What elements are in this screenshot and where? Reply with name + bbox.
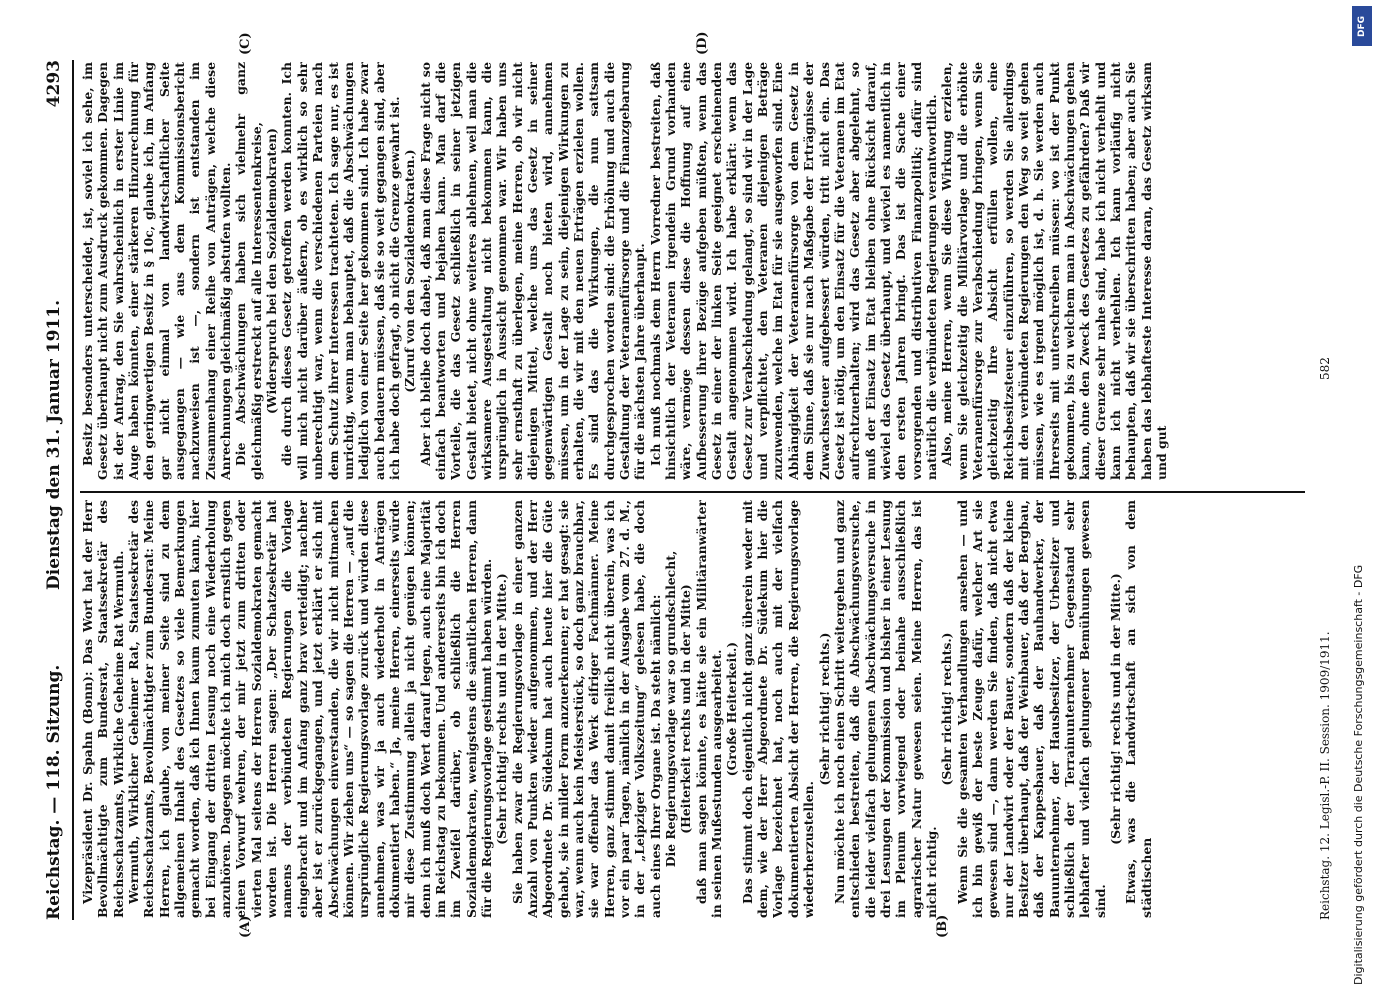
paragraph: daß man sagen könnte, es hätte sie ein Militäranwärter in seinen Mußestunden ausgearbeitet.: [693, 500, 725, 918]
footer-left: Reichstag. 12. Legisl.-P. II. Session. 1909/1911.: [1318, 631, 1332, 920]
page-number: 4293: [44, 60, 64, 108]
dfg-logo: DFG: [1352, 6, 1372, 46]
paragraph: Wenn Sie die gesamten Verhandlungen ansehen — und ich bin gewiß der beste Zeuge dafür, welcher Art sie gewesen sind —, dann werden Sie finden, daß nicht etwa nur der Landwirt oder der Bauer, sondern daß der kleine Besitzer überhaupt, daß der Weinbauer, daß der Bergbau, daß der Kappesbauer, daß der Bauhandwerker, der Bauunternehmer, der Hausbesitzer, der Urbesitzer und schließlich der Terrainunternehmer Gegenstand sehr lebhafter und vielfach gelungener Bemühungen gewesen sind.: [954, 500, 1108, 918]
interjection: (Sehr richtig! rechts.): [939, 632, 955, 786]
interjection: (Heiterkeit rechts und in der Mitte): [678, 584, 694, 834]
interjection: (Zuruf von den Sozialdemokraten.): [402, 149, 418, 393]
interjection: (Widerspruch bei den Sozialdemokraten): [264, 127, 280, 415]
digitization-note: Digitalisierung gefördert durch die Deutsche Forschungsgemeinschaft - DFG: [1352, 564, 1365, 985]
margin-mark-b: (B): [935, 914, 950, 938]
paragraph: Sie haben zwar die Regierungsvorlage in einer ganzen Anzahl von Punkten wieder aufgenommen, und der Herr Abgeordnete Dr. Südekum hat auch heute hier die Güte gehabt, sie in milder Form anzuerkennen; er hat gesagt: sie war, wenn auch kein Meisterstück, so doch ganz brauchbar, sie war offenbar das Werk eifriger Fachmänner. Meine Herren, ganz stimmt damit freilich nicht überein, was ich vor ein paar Tagen, nämlich in der Ausgabe vom 27. d. M., in der „Leipziger Volkszeitung“ gelesen habe, die doch auch eines Ihrer Organe ist. Da steht nämlich:: [509, 500, 663, 918]
side-note-strip: [1349, 0, 1375, 1000]
interjection: (Sehr richtig! rechts und in der Mitte.): [1108, 573, 1124, 845]
margin-mark-c: (C): [238, 32, 253, 55]
header-left: Reichstag. — 118. Sitzung.: [44, 664, 64, 920]
left-column: [80, 500, 1300, 918]
margin-mark-a: (A): [238, 915, 253, 938]
margin-mark-d: (D): [695, 31, 710, 55]
paragraph: Vizepräsident Dr. Spahn (Bonn): Das Wort hat der Herr Bevollmächtigte zum Bundesrat, Staatssekretär des Reichsschatzamts, Wirkliche Geheime Rat Wermuth.: [80, 500, 126, 918]
interjection: (Sehr richtig! rechts.): [816, 632, 832, 786]
page-header: [44, 60, 68, 920]
header-rule: [72, 60, 74, 920]
paragraph: Ich muß nochmals dem Herrn Vorredner bestreiten, daß hinsichtlich der Veteranen irgendein Grund vorhanden wäre, vermöge dessen diese die Hoffnung auf eine Aufbesserung ihrer Bezüge aufgeben müßten, wenn das Gesetz in einer der linken Seite geeignet erscheinenden Gestalt angenommen wird. Ich habe erklärt: wenn das Gesetz zur Verabschiedung gelangt, so sind wir in der Lage und verpflichtet, den Veteranen diejenigen Beträge zuzuwenden, welche im Etat für sie ausgeworfen sind. Eine Abhängigkeit der Veteranenfürsorge von dem Gesetz in dem Sinne, daß sie nur nach Maßgabe der Erträgnisse der Zuwachssteuer aufgebessert würden, tritt nicht ein. Das Gesetz ist nötig, um den Einsatz für die Veteranen im Etat aufrechtzuerhalten; wird das Gesetz aber abgelehnt, so muß der Einsatz im Etat bleiben ohne Rücksicht darauf, wieviel das Gesetz überhaupt, und wieviel es namentlich in den ersten Jahren bringt. Das ist die Sache einer vorsorgenden und distributiven Finanzpolitik; dafür sind natürlich die verbündeten Regierungen verantwortlich.: [647, 62, 939, 480]
paragraph: die durch dieses Gesetz getroffen werden konnten. Ich will mich nicht darüber äußern, ob es wirklich so sehr unberechtigt war, wenn die verschiedenen Parteien nach dem Schutz ihrer Interessen trachteten. Ich sage nur, es ist unrichtig, wenn man behauptet, daß die Abschwächungen lediglich von einer Seite her gekommen sind. Ich habe zwar auch bedauern müssen, daß sie so weit gegangen sind, aber ich habe doch gefragt, ob nicht die Grenze gewahrt ist.: [279, 62, 402, 480]
right-column: [80, 62, 1300, 480]
paragraph: Besitz besonders unterscheidet, ist, soviel ich sehe, im Gesetz überhaupt nicht zum Ausdruck gekommen. Dagegen ist der Antrag, den Sie wahrscheinlich in erster Linie im Auge haben könnten, einer stärkeren Hinzurechnung für den geringwertigen Besitz in § 10c, glaube ich, im Anfang gar nicht einmal von landwirtschaftlicher Seite ausgegangen — wie aus dem Kommissionsbericht nachzuweisen ist —, sondern ist entstanden im Zusammenhang einer Reihe von Anträgen, welche diese Anrechnungen gleichmäßig abstufen wollten.: [80, 62, 234, 480]
paragraph: Also, meine Herren, wenn Sie diese Wirkung erzielen, wenn Sie gleichzeitig die Militärvorlage und die erhöhte Veteranenfürsorge zur Verabschiedung bringen, wenn Sie gleichzeitig Ihre Absicht erfüllen wollen, eine Reichsbesitzsteuer einzuführen, so werden Sie allerdings mit den verbündeten Regierungen den Weg so weit gehen müssen, wie es irgend möglich ist, d. h. Sie werden auch Ihrerseits mit unterschreiben müssen: wo ist der Punkt gekommen, bis zu welchem man in Abschwächungen gehen kann, ohne den Zweck des Gesetzes zu gefährden? Daß wir dieser Grenze sehr nahe sind, habe ich nicht verhehlt und kann ich nicht verhehlen. Ich kann vorläufig nicht behaupten, daß wir sie überschritten haben; aber auch Sie haben das lebhafteste Interesse daran, das Gesetz wirksam und gut: [939, 62, 1170, 480]
interjection: (Sehr richtig! rechts und in der Mitte.): [494, 573, 510, 845]
sheet-number: 582: [1318, 357, 1332, 380]
paragraph: Aber ich bleibe doch dabei, daß man diese Frage nicht so einfach beantworten und bejahen kann. Man darf die Vorteile, die das Gesetz schließlich in seiner jetzigen Gestalt bietet, nicht ohne weiteres ablehnen, weil man die wirksamere Ausgestaltung nicht bekommen kann, die ursprünglich in Aussicht genommen war. Wir haben uns sehr ernsthaft zu überlegen, meine Herren, ob wir nicht diejenigen Mittel, welche uns das Gesetz in seiner gegenwärtigen Gestalt noch bieten wird, annehmen müssen, um in der Lage zu sein, diejenigen Wirkungen zu erhalten, die wir mit den neuen Erträgen erzielen wollen. Es sind das die Wirkungen, die nun sattsam durchgesprochen worden sind: die Erhöhung und auch die Gestaltung der Veteranenfürsorge und die Finanzgebarung für die nächsten Jahre überhaupt.: [417, 62, 648, 480]
paragraph: Wermuth, Wirklicher Geheimer Rat, Staatssekretär des Reichsschatzamts, Bevollmächtigter zum Bundesrat: Meine Herren, ich glaube, von meiner Seite sind zu dem allgemeinen Inhalt des Gesetzes so viele Bemerkungen gemacht worden, daß ich Ihnen kaum zumuten kann, hier bei Eingang der dritten Lesung noch eine Wiederholung anzuhören. Dagegen möchte ich mich doch ernstlich gegen einen Vorwurf wehren, der mir jetzt zum dritten oder vierten Mal seitens der Herren Sozialdemokraten gemacht worden ist. Die Herren sagen: „Der Schatzsekretär hat namens der verbündeten Regierungen die Vorlage eingebracht und im Anfang ganz brav verteidigt; nachher aber ist er zurückgegangen, und jetzt erklärt er sich mit Abschwächungen einverstanden, die wir nicht mitmachen können. Wir ziehen uns“ — so sagen die Herren — „auf die ursprüngliche Regierungsvorlage zurück und würden diese annehmen, was wir ja auch wiederholt in Anträgen dokumentiert haben.“ Ja, meine Herren, einerseits würde mir diese Zustimmung allein ja nicht genügen können; denn ich muß doch Wert darauf legen, auch eine Majorität im Reichstag zu bekommen. Und andererseits bin ich doch im Zweifel darüber, ob schließlich die Herren Sozialdemokraten, wenigstens die sämtlichen Herren, dann für die Regierungsvorlage gestimmt haben würden.: [126, 500, 494, 918]
interjection: Die Regierungsvorlage war so grundschlecht,: [663, 550, 679, 868]
paragraph: Nun möchte ich noch einen Schritt weitergehen und ganz entschieden bestreiten, daß die Abschwächungsversuche, die leider vielfach gelungenen Abschwächungsversuche in drei Lesungen der Kommission und bisher in einer Lesung im Plenum vorwiegend oder beinahe ausschließlich agrarischer Natur gewesen seien. Meine Herren, das ist nicht richtig.: [831, 500, 939, 918]
paragraph: Etwas, was die Landwirtschaft an sich von dem städtischen: [1123, 500, 1154, 918]
paragraph: Das stimmt doch eigentlich nicht ganz überein weder mit dem, wie der Herr Abgeordnete Dr. Südekum hier die Vorlage bezeichnet hat, noch auch mit der vielfach dokumentierten Absicht der Herren, die Regierungsvorlage wiederherzustellen.: [739, 500, 817, 918]
interjection: (Große Heiterkeit.): [724, 641, 740, 777]
header-date: Dienstag den 31. Januar 1911.: [44, 300, 64, 590]
column-divider: [80, 491, 1305, 493]
paragraph: Die Abschwächungen haben sich vielmehr ganz gleichmäßig erstreckt auf alle Interessentenkreise,: [233, 62, 264, 480]
